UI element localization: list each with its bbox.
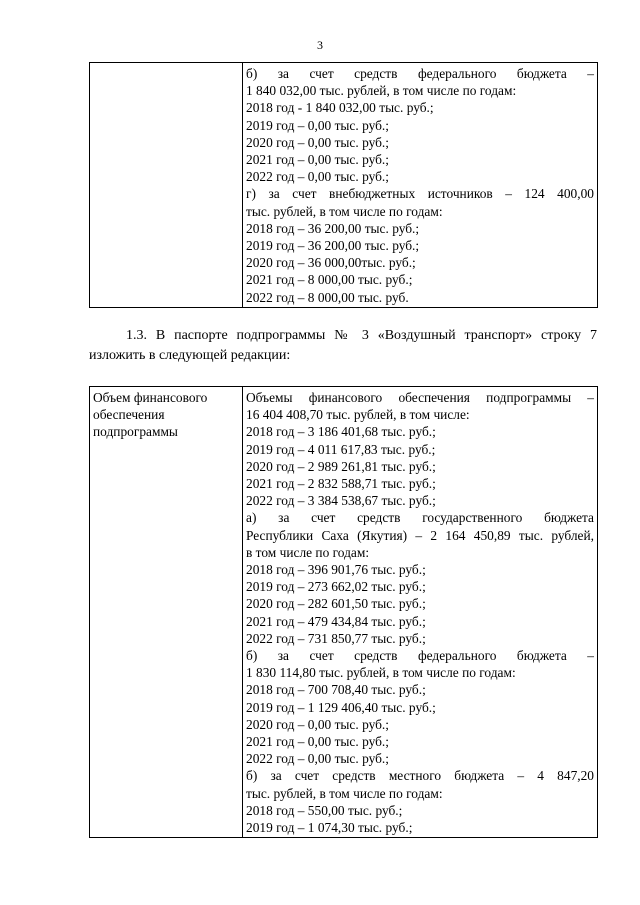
text-line: б) за счет средств федерального бюджета – — [246, 648, 594, 664]
funding-table — [89, 386, 598, 838]
text-line: тыс. рублей, в том числе по годам: — [246, 203, 443, 219]
text-line: 2021 год – 0,00 тыс. руб.; — [246, 734, 389, 750]
text-line: 2022 год – 731 850,77 тыс. руб.; — [246, 630, 426, 646]
text-line: тыс. рублей, в том числе по годам: — [246, 785, 443, 801]
text-line: 2022 год – 8 000,00 тыс. руб. — [246, 289, 409, 305]
text-line: 2018 год – 700 708,40 тыс. руб.; — [246, 682, 426, 698]
text-line: Объем финансового — [93, 390, 208, 405]
page-number: 3 — [317, 38, 323, 52]
text-line: 2018 год – 3 186 401,68 тыс. руб.; — [246, 424, 436, 440]
text-line: 2022 год – 0,00 тыс. руб.; — [246, 751, 389, 767]
text-line: Республики Саха (Якутия) – 2 164 450,89 тыс. рублей, — [246, 527, 594, 543]
text-line: 2019 год – 0,00 тыс. руб.; — [246, 117, 389, 133]
text-line: 2018 год – 396 901,76 тыс. руб.; — [246, 562, 426, 578]
text-line: 2019 год – 36 200,00 тыс. руб.; — [246, 238, 420, 254]
text-line: 2022 год – 3 384 538,67 тыс. руб.; — [246, 493, 436, 509]
text-line: 2020 год – 36 000,00тыс. руб.; — [246, 255, 416, 271]
text-line: подпрограммы — [93, 424, 178, 440]
text-line: 16 404 408,70 тыс. рублей, в том числе: — [246, 407, 470, 423]
text-line: 2021 год – 0,00 тыс. руб.; — [246, 152, 389, 168]
text-line: б) за счет средств федерального бюджета – — [246, 66, 594, 81]
text-line: 2019 год – 1 129 406,40 тыс. руб.; — [246, 699, 436, 715]
text-line: 2020 год – 0,00 тыс. руб.; — [246, 716, 389, 732]
text-line: обеспечения — [93, 407, 165, 423]
table-cell-label — [90, 387, 243, 838]
text-line: 2018 год – 36 200,00 тыс. руб.; — [246, 220, 420, 236]
paragraph-line: 1.3. В паспорте подпрограммы № 3 «Воздушный транспорт» строку 7 — [126, 328, 597, 343]
text-line: б) за счет средств местного бюджета – 4 847,20 — [246, 768, 594, 784]
funding-table-continued — [89, 62, 598, 308]
text-line: 2018 год - 1 840 032,00 тыс. руб.; — [246, 100, 434, 116]
table-cell-value — [243, 63, 598, 308]
text-line: 2019 год – 1 074,30 тыс. руб.; — [246, 820, 413, 836]
text-line: в том числе по годам: — [246, 544, 370, 560]
text-line: 2019 год – 273 662,02 тыс. руб.; — [246, 579, 426, 595]
text-line: 2020 год – 0,00 тыс. руб.; — [246, 134, 389, 150]
text-line: 2021 год – 2 832 588,71 тыс. руб.; — [246, 476, 436, 492]
amendment-paragraph — [89, 326, 597, 366]
text-line: 2018 год – 550,00 тыс. руб.; — [246, 802, 403, 818]
text-line: 1 840 032,00 тыс. рублей, в том числе по годам: — [246, 83, 517, 99]
text-line: а) за счет средств государственного бюджета — [246, 510, 594, 526]
text-line: 2022 год – 0,00 тыс. руб.; — [246, 169, 389, 185]
text-line: Объемы финансового обеспечения подпрограммы – — [246, 390, 594, 405]
text-line: 1 830 114,80 тыс. рублей, в том числе по годам: — [246, 665, 516, 681]
table-cell-label — [90, 63, 243, 308]
text-line: 2020 год – 282 601,50 тыс. руб.; — [246, 596, 426, 612]
text-line: 2019 год – 4 011 617,83 тыс. руб.; — [246, 441, 436, 457]
table-row — [90, 63, 598, 308]
paragraph-line: изложить в следующей редакции: — [89, 348, 291, 363]
table-cell-value — [243, 387, 598, 838]
text-line: 2021 год – 479 434,84 тыс. руб.; — [246, 613, 426, 629]
text-line: 2020 год – 2 989 261,81 тыс. руб.; — [246, 458, 436, 474]
table-row — [90, 387, 598, 838]
text-line: 2021 год – 8 000,00 тыс. руб.; — [246, 272, 413, 288]
text-line: г) за счет внебюджетных источников – 124 400,00 — [246, 186, 594, 202]
